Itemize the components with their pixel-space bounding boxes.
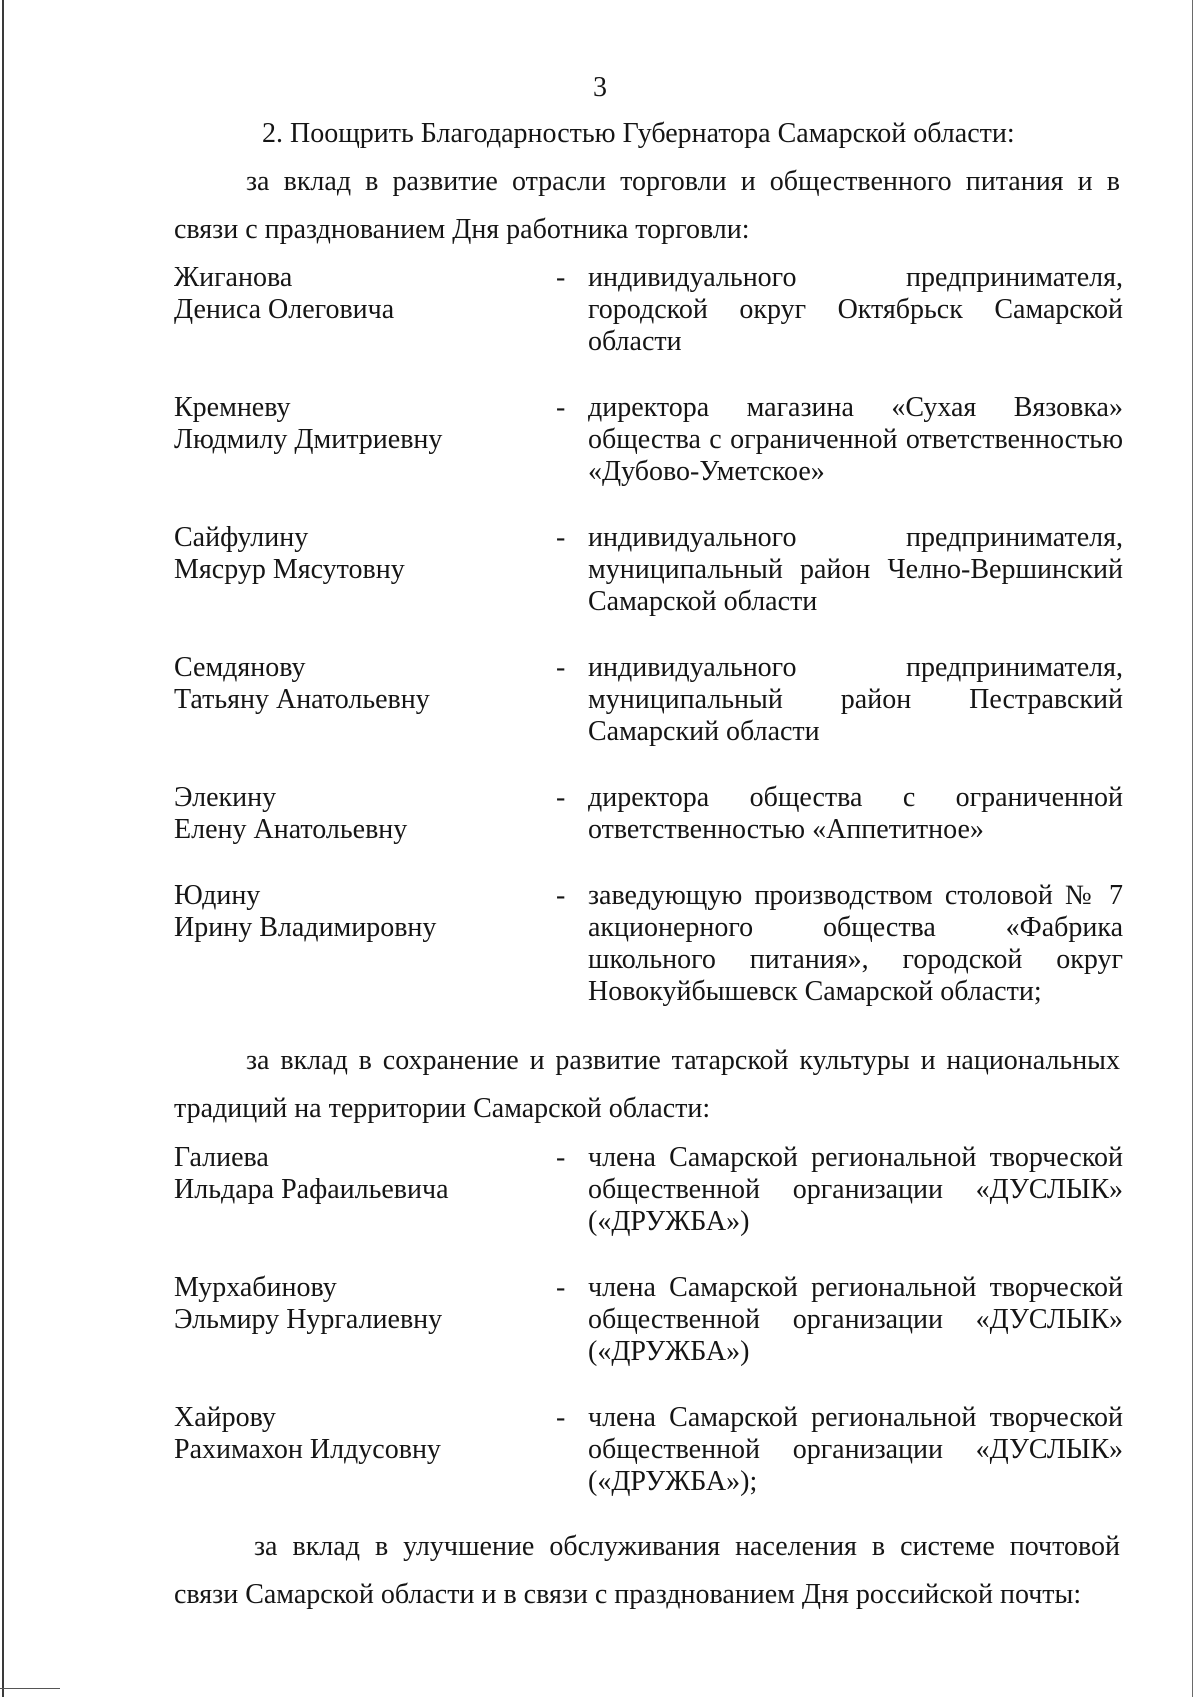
entry-dash: -	[556, 1402, 566, 1433]
awardee-name: Сайфулину Мясрур Мясутовну	[174, 522, 405, 585]
awardee-position: индивидуального предпринимателя, городской округ Октябрьск Самарской области	[588, 262, 1123, 357]
entry-dash: -	[556, 652, 566, 683]
entry-dash: -	[556, 392, 566, 423]
awardee-position: индивидуального предпринимателя, муниципальный район Челно-Вершинский Самарской области	[588, 522, 1123, 617]
section-intro: за вклад в развитие отрасли торговли и общественного питания и в связи с празднованием Дня работника торговли:	[174, 166, 1120, 245]
awardee-name: Элекину Елену Анатольевну	[174, 782, 408, 845]
entry-dash: -	[556, 880, 566, 911]
entry-dash: -	[556, 522, 566, 553]
awardee-name: Жиганова Дениса Олеговича	[174, 262, 395, 325]
section-intro: за вклад в улучшение обслуживания населения в системе почтовой связи Самарской области и в связи с празднованием Дня российской почты:	[174, 1531, 1120, 1610]
awardee-name: Семдянову Татьяну Анатольевну	[174, 652, 430, 715]
awardee-position: члена Самарской региональной творческой общественной организации «ДУСЛЫК» («ДРУЖБА»);	[588, 1402, 1123, 1497]
section-intro: за вклад в сохранение и развитие татарской культуры и национальных традиций на территории Самарской области:	[174, 1045, 1120, 1124]
awardee-name: Хайрову Рахимахон Илдусовну	[174, 1402, 441, 1465]
heading: 2. Поощрить Благодарностью Губернатора Самарской области:	[262, 118, 1015, 149]
page-number: 3	[593, 72, 607, 103]
entry-dash: -	[556, 1272, 566, 1303]
awardee-position: члена Самарской региональной творческой общественной организации «ДУСЛЫК» («ДРУЖБА»)	[588, 1142, 1123, 1237]
entry-dash: -	[556, 782, 566, 813]
scan-right-edge	[1192, 0, 1193, 1697]
scan-left-edge	[2, 0, 4, 1697]
entry-dash: -	[556, 262, 566, 293]
awardee-position: члена Самарской региональной творческой общественной организации «ДУСЛЫК» («ДРУЖБА»)	[588, 1272, 1123, 1367]
scan-bottom-edge	[0, 1688, 60, 1689]
entry-dash: -	[556, 1142, 566, 1173]
awardee-name: Галиева Ильдара Рафаильевича	[174, 1142, 449, 1205]
awardee-name: Мурхабинову Эльмиру Нургалиевну	[174, 1272, 443, 1335]
awardee-position: индивидуального предпринимателя, муниципальный район Пестравский Самарский области	[588, 652, 1123, 747]
awardee-position: заведующую производством столовой № 7 акционерного общества «Фабрика школьного питания», городской округ Новокуйбышевск Самарской области;	[588, 880, 1123, 1007]
awardee-name: Кремневу Людмилу Дмитриевну	[174, 392, 443, 455]
awardee-name: Юдину Ирину Владимировну	[174, 880, 437, 943]
awardee-position: директора общества с ограниченной ответственностью «Аппетитное»	[588, 782, 1123, 845]
awardee-position: директора магазина «Сухая Вязовка» общества с ограниченной ответственностью «Дубово-Уметское»	[588, 392, 1123, 487]
